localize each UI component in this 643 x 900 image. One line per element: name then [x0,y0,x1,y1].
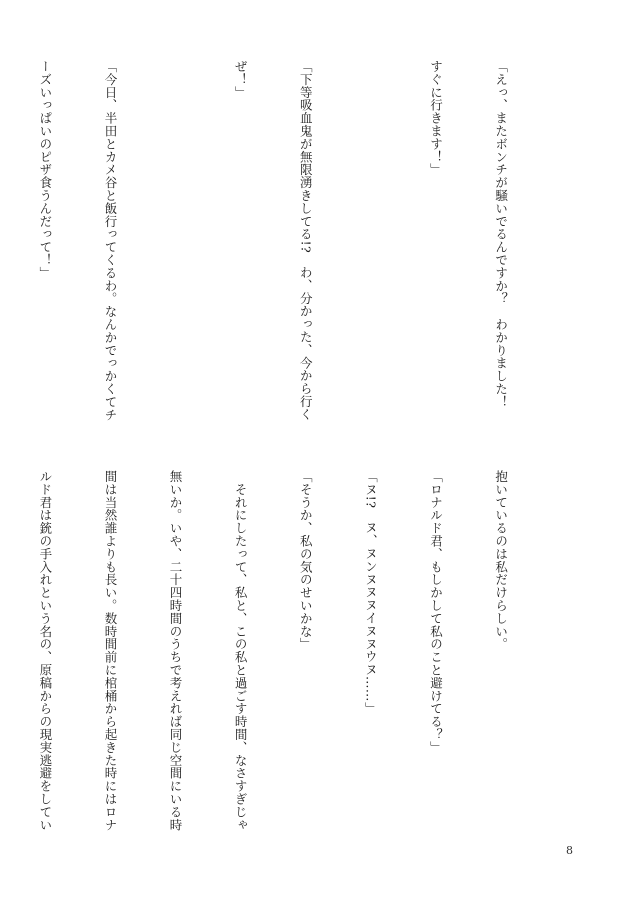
text-line [360,60,382,440]
lower-text-block [37,470,555,832]
page-number: 8 [566,844,573,857]
text-line [164,60,186,440]
text-line: 無いか。いや、二十四時間のうちで考えれば同じ空間にいる時 [168,470,184,832]
text-line: 抱いているのは私だけらしい。 [493,470,509,651]
text-line: 「下等吸血鬼が無限湧きしてる!? わ、分かった、今から行く [298,60,314,421]
upper-text-block [37,60,555,440]
text-line: 「ロナルド君、もしかして私のこと避けてる？」 [428,470,444,754]
text-line: それにしたって、私と、この私と過ごす時間、なさすぎじゃ [233,470,249,832]
text-line: ぜ！」 [233,60,249,99]
text-line: 「今日、半田とカメ谷と飯行ってくるわ。なんかでっかくてチ [102,60,118,422]
text-line: 間は当然誰よりも長い。数時間前に棺桶から起きた時にはロナ [102,470,118,832]
text-line: 「えっ、またボンチが騒いでるんですか？ わかりました！ [493,60,509,409]
text-line: 「ヌ!? ヌ、ヌンヌヌヌイヌヌウヌ……」 [363,470,379,715]
text-line: ーズいっぱいのピザ食うんだって！」 [37,60,53,280]
text-line: すぐに行きます！」 [428,60,444,177]
text-line: ルド君は銃の手入れという名の、原稿からの現実逃避をしてい [37,470,53,832]
text-line: 「そうか、私の気のせいかな」 [298,470,314,651]
